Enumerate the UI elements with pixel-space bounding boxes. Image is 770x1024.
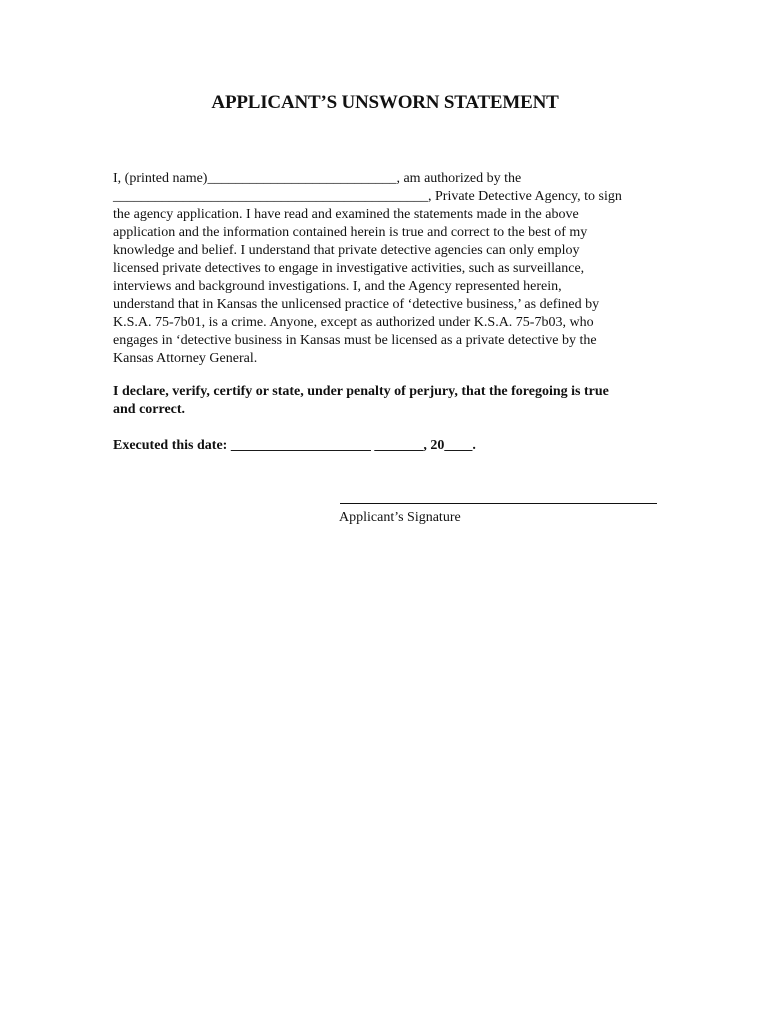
body-line: interviews and background investigations. I, and the Agency represented herein, xyxy=(113,279,562,294)
body-line: understand that in Kansas the unlicensed practice of ‘detective business,’ as defined by xyxy=(113,297,600,312)
body-line: I, (printed name)___________________________, am authorized by the xyxy=(113,171,522,186)
body-line: the agency application. I have read and examined the statements made in the above xyxy=(113,207,579,222)
signature-line xyxy=(340,503,657,504)
body-line: licensed private detectives to engage in investigative activities, such as surveillance, xyxy=(113,261,585,276)
body-line: application and the information contained herein is true and correct to the best of my xyxy=(113,225,588,240)
executed-date-line: Executed this date: ____________________ _______, 20____. xyxy=(113,438,476,453)
perjury-declaration xyxy=(113,383,658,419)
statement-body xyxy=(113,170,653,368)
declaration-line: I declare, verify, certify or state, under penalty of perjury, that the foregoing is true xyxy=(113,384,609,399)
body-line: K.S.A. 75-7b01, is a crime. Anyone, except as authorized under K.S.A. 75-7b03, who xyxy=(113,315,594,330)
body-line: knowledge and belief. I understand that private detective agencies can only employ xyxy=(113,243,580,258)
declaration-line: and correct. xyxy=(113,402,186,417)
body-line: Kansas Attorney General. xyxy=(113,351,258,366)
signature-label: Applicant’s Signature xyxy=(339,510,461,525)
body-line: engages in ‘detective business in Kansas must be licensed as a private detective by the xyxy=(113,333,597,348)
body-line: _____________________________________________, Private Detective Agency, to sign xyxy=(113,189,622,204)
document-title: APPLICANT’S UNSWORN STATEMENT xyxy=(211,92,559,113)
